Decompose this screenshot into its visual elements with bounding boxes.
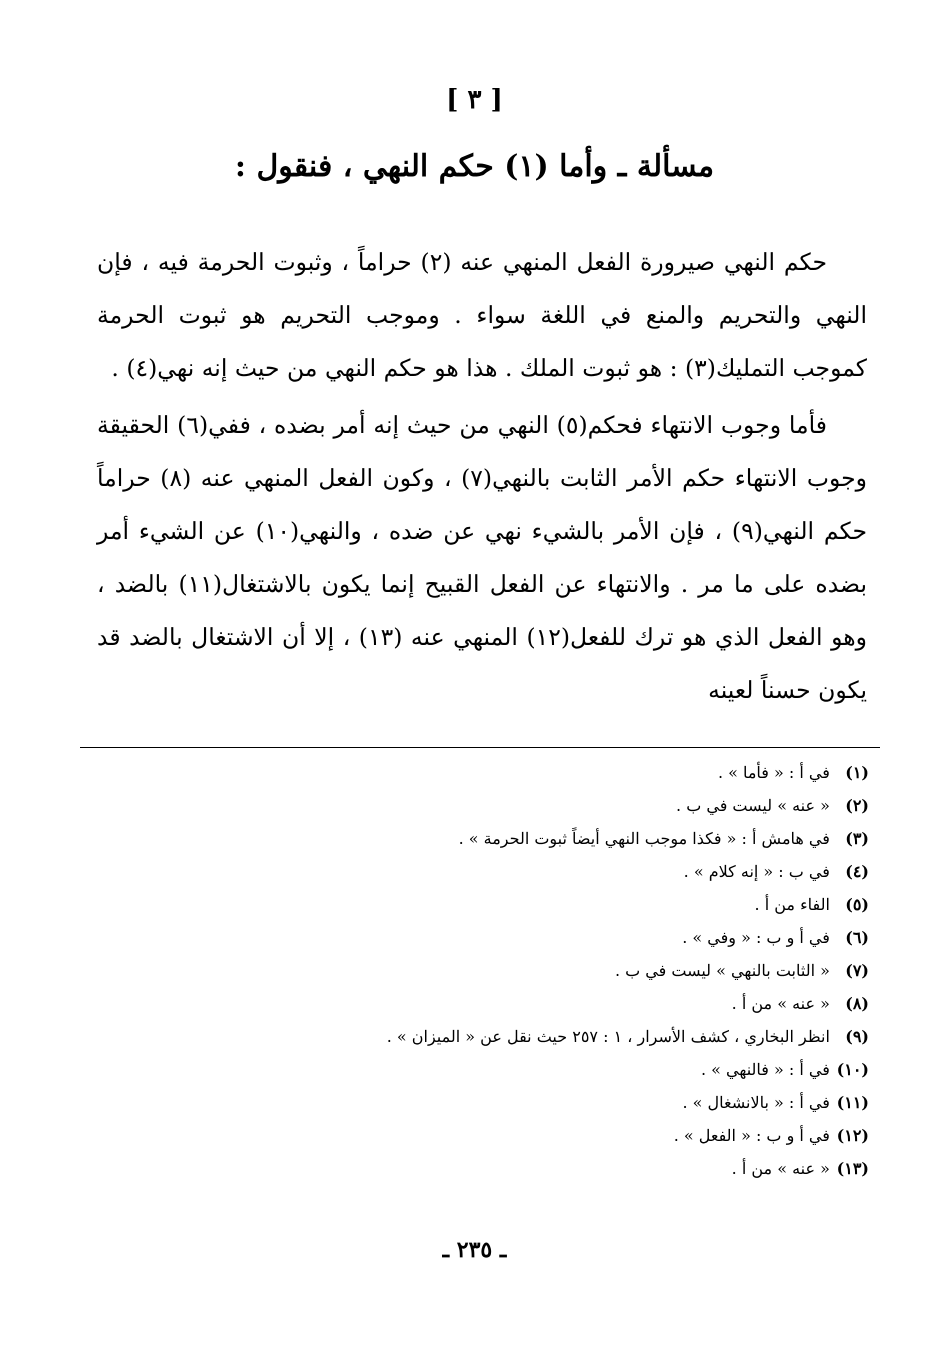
footnote-number: (٤) xyxy=(845,862,869,881)
footnote-item xyxy=(89,1086,869,1119)
footnote-text: في أ : « فأما » . xyxy=(717,763,830,782)
footnote-number: (٥) xyxy=(845,895,869,914)
footnote-number: (٨) xyxy=(845,994,869,1013)
footnote-text: انظر البخاري ، كشف الأسرار ، ١ : ٢٥٧ حيث نقل عن « الميزان » . xyxy=(386,1027,830,1046)
footnote-item xyxy=(89,756,869,789)
footnote-item xyxy=(89,789,869,822)
footnote-text: في أ و ب : « وفي » . xyxy=(682,928,830,947)
footnote-text: في أ و ب : « الفعل » . xyxy=(673,1126,830,1145)
body-text xyxy=(97,236,867,721)
footnote-number: (١٠) xyxy=(836,1060,869,1079)
footnote-text: « عنه » من أ . xyxy=(731,994,830,1013)
footnote-number: (٩) xyxy=(845,1027,869,1046)
footnote-number: (٣) xyxy=(845,829,869,848)
page-number: ـ ٢٣٥ ـ xyxy=(442,1237,507,1263)
footnote-number: (١١) xyxy=(836,1093,869,1112)
footnote-text: الفاء من أ . xyxy=(754,895,830,914)
footnote-text: في أ : « بالانشغال » . xyxy=(682,1093,830,1112)
footnote-text: في هامش أ : « فكذا موجب النهي أيضاً ثبوت الحرمة » . xyxy=(458,829,830,848)
footnote-item xyxy=(89,1119,869,1152)
footnote-divider xyxy=(80,747,880,748)
section-number: [ ٣ ] xyxy=(446,85,503,115)
footnote-text: في ب : « إنه كلام » . xyxy=(683,862,830,881)
page-heading: مسألة ـ وأما (١) حكم النهي ، فنقول : xyxy=(234,149,715,184)
footnote-item xyxy=(89,1053,869,1086)
footnote-number: (٦) xyxy=(845,928,869,947)
footnotes-list xyxy=(89,756,869,1185)
footnote-number: (١) xyxy=(845,763,869,782)
footnote-item xyxy=(89,888,869,921)
footnote-text: « الثابت بالنهي » ليست في ب . xyxy=(614,961,830,980)
footnote-item xyxy=(89,1152,869,1185)
footnote-item xyxy=(89,855,869,888)
footnote-number: (٢) xyxy=(845,796,869,815)
paragraph-2: فأما وجوب الانتهاء فحكم(٥) النهي من حيث إنه أمر بضده ، ففي(٦) الحقيقة وجوب الانتهاء حكم الأمر الثابت بالنهي(٧) ، وكون الفعل المنهي عنه (٨) حراماً حكم النهي(٩) ، فإن الأمر بالشيء نهي عن ضده ، والنهي(١٠) عن الشيء أمر بضده على ما مر . والانتهاء عن الفعل القبيح إنما يكون بالاشتغال(١١) بالضد ، وهو الفعل الذي هو ترك للفعل(١٢) المنهي عنه (١٣) ، إلا أن الاشتغال بالضد قد يكون حسناً لعينه xyxy=(97,411,867,704)
footnote-text: « عنه » من أ . xyxy=(731,1159,830,1178)
footnote-item xyxy=(89,954,869,987)
footnote-number: (٧) xyxy=(845,961,869,980)
paragraph-1: حكم النهي صيرورة الفعل المنهي عنه (٢) حراماً ، وثبوت الحرمة فيه ، فإن النهي والتحريم والمنع في اللغة سواء . وموجب التحريم هو ثبوت الحرمة كموجب التمليك(٣) : هو ثبوت الملك . هذا هو حكم النهي من حيث إنه نهي(٤) . xyxy=(97,248,867,382)
footnote-item xyxy=(89,1020,869,1053)
footnote-item xyxy=(89,987,869,1020)
footnote-item xyxy=(89,921,869,954)
footnote-text: « عنه » ليست في ب . xyxy=(676,796,830,815)
footnote-item xyxy=(89,822,869,855)
footnote-text: في أ : « فالنهي » . xyxy=(700,1060,830,1079)
footnote-number: (١٢) xyxy=(836,1126,869,1145)
footnote-number: (١٣) xyxy=(836,1159,869,1178)
